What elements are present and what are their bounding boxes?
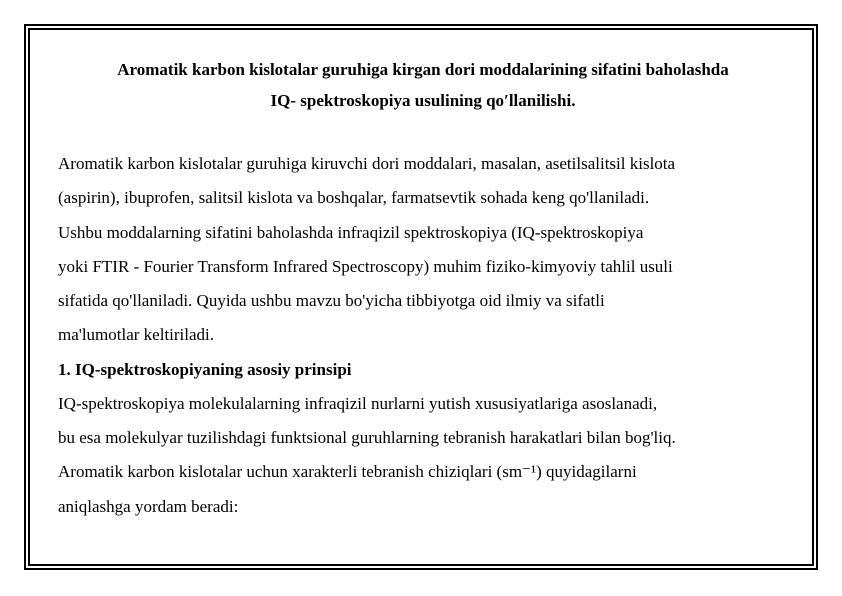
section-heading: 1. IQ-spektroskopiyaning asosiy prinsipi <box>58 359 352 379</box>
text-line: yoki FTIR - Fourier Transform Infrared Spectroscopy) muhim fiziko-kimyoviy tahlil usuli <box>58 256 673 276</box>
text-line: Ushbu moddalarning sifatini baholashda infraqizil spektroskopiya (IQ-spektroskopiya <box>58 222 644 242</box>
text-line: bu esa molekulyar tuzilishdagi funktsional guruhlarning tebranish harakatlari bilan bog'liq. <box>58 428 676 448</box>
spacer <box>58 116 788 147</box>
text-line: Aromatik karbon kislotalar guruhiga kiruvchi dori moddalari, masalan, asetilsalitsil kislota <box>58 154 676 173</box>
text-line: (aspirin), ibuprofen, salitsil kislota va boshqalar, farmatsevtik sohada keng qo'llaniladi. <box>58 188 650 208</box>
text-line: sifatida qo'llaniladi. Quyida ushbu mavzu bo'yicha tibbiyotga oid ilmiy va sifatli <box>58 291 605 311</box>
text-line: ma'lumotlar keltiriladi. <box>58 325 215 345</box>
document-body <box>58 54 788 524</box>
text-line: IQ-spektroskopiya molekulalarning infraqizil nurlarni yutish xususiyatlariga asoslanadi, <box>58 393 658 413</box>
intro-paragraph <box>58 147 788 353</box>
title-line: IQ- spektroskopiya usulining qo′llanilishi. <box>270 91 576 110</box>
title-line: Aromatik karbon kislotalar guruhiga kirgan dori moddalarining sifatini baholashda <box>117 60 729 79</box>
document-title <box>58 54 788 116</box>
section1-paragraph <box>58 387 788 524</box>
text-line: Aromatik karbon kislotalar uchun xarakterli tebranish chiziqlari (sm⁻¹) quyidagilarni <box>58 462 637 482</box>
text-line: aniqlashga yordam beradi: <box>58 496 239 516</box>
